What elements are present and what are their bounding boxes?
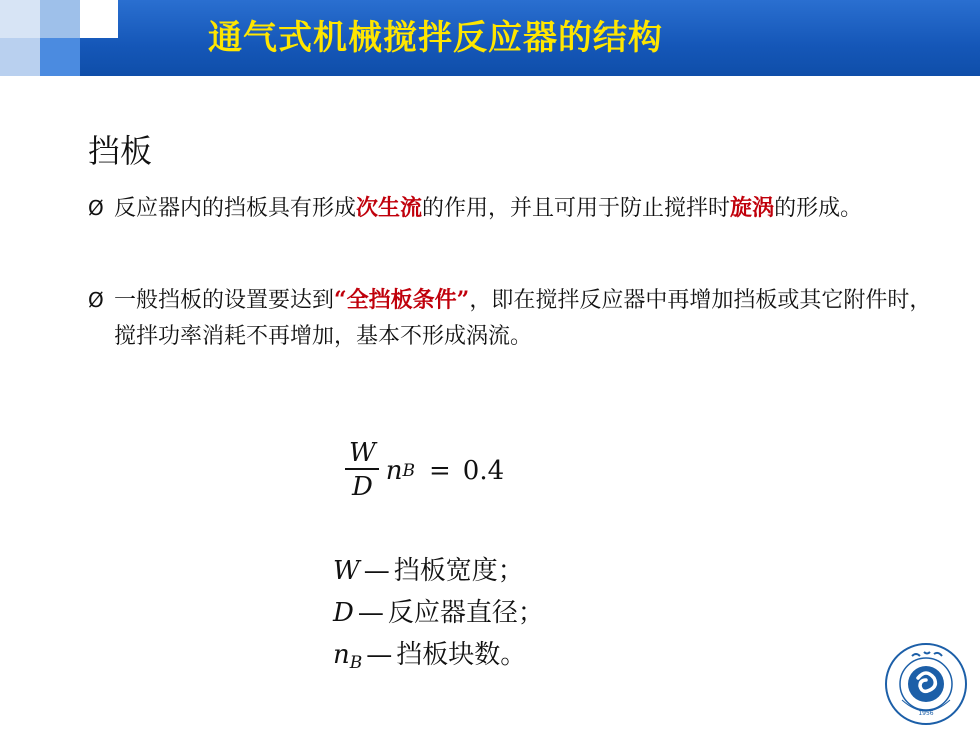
fraction — [345, 438, 380, 504]
definition-dash: — — [366, 640, 393, 670]
highlight-term: 次生流 — [356, 195, 423, 221]
formula-value: 0.4 — [462, 456, 505, 486]
decor-square — [0, 0, 40, 38]
definition-symbol: W — [333, 556, 360, 586]
fraction-numerator: W — [349, 438, 376, 468]
decor-square — [40, 38, 80, 76]
definition-symbol: D — [333, 598, 354, 628]
bullet-marker-icon: Ø — [88, 288, 104, 312]
definition-meaning: 反应器直径； — [387, 598, 544, 628]
university-seal-icon — [884, 642, 968, 726]
slide-header — [0, 0, 980, 76]
definition-subscript: B — [349, 653, 363, 673]
definition-row — [333, 550, 544, 592]
definition-meaning: 挡板宽度； — [393, 556, 524, 586]
decor-square — [40, 0, 80, 38]
slide-title: 通气式机械搅拌反应器的结构 — [208, 18, 663, 58]
formula-equals: = — [428, 456, 451, 486]
highlight-term: 旋涡 — [730, 195, 775, 221]
bullet-item — [88, 190, 938, 227]
decor-square — [80, 0, 118, 38]
text-run: ，即在搅拌反应器中再增加挡板或其它附件时，搅拌功率消耗不再增加，基本不形成涡流。 — [114, 288, 932, 349]
seal-year: 1956 — [918, 710, 934, 717]
text-run: 反应器内的挡板具有形成 — [114, 196, 357, 221]
definition-meaning: 挡板块数。 — [396, 640, 527, 670]
bullet-text — [88, 190, 938, 227]
text-run: 的作用，并且可用于防止搅拌时 — [422, 196, 731, 221]
definition-symbol: n — [333, 640, 350, 670]
text-run: 一般挡板的设置要达到 — [114, 288, 335, 313]
bullet-item — [88, 282, 938, 355]
baffle-formula — [345, 438, 504, 504]
formula-subscript: B — [402, 461, 415, 481]
seal-graphic — [884, 642, 968, 726]
definition-dash: — — [363, 556, 390, 586]
definition-row — [333, 592, 544, 634]
definition-dash: — — [357, 598, 384, 628]
bullet-text — [88, 282, 938, 355]
highlight-term: “全挡板条件” — [334, 287, 470, 313]
formula-variable: n — [385, 456, 403, 486]
decor-square — [0, 38, 40, 76]
section-heading: 挡板 — [88, 132, 153, 170]
variable-definitions — [333, 550, 544, 684]
text-run: 的形成。 — [774, 196, 863, 221]
fraction-denominator: D — [351, 472, 373, 502]
definition-row — [333, 634, 544, 684]
bullet-marker-icon: Ø — [88, 196, 104, 220]
